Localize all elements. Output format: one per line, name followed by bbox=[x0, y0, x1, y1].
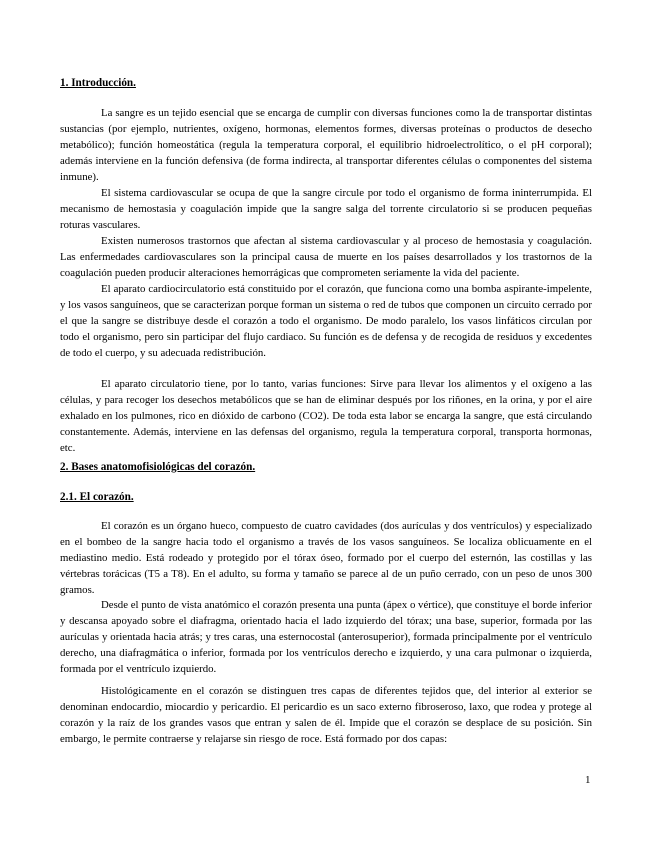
paragraph-funciones-circulatorio: El aparato circulatorio tiene, por lo tanto, varias funciones: Sirve para llevar los alimentos y el oxígeno a las células, y para recoger los desechos metabólicos que se han de eliminar después por los riñones, en la orina, y por el aire exhalado en los pulmones, rico en dióxido de carbono (CO2). De toda esta labor se encarga la sangre, que está circulando constantemente. Además, interviene en las defensas del organismo, regula la temperatura corporal, transporta hormonas, etc. bbox=[60, 378, 592, 454]
paragraph-aparato-cardiocirculatorio: El aparato cardiocirculatorio está constituido por el corazón, que funciona como una bomba aspirante-impelente, y los vasos sanguíneos, que se caracterizan porque forman un sistema o red de tubos que componen un circuito cerrado por el que la sangre se distribuye desde el corazón a todo el organismo. De modo paralelo, los vasos linfáticos circulan por todo el organismo, pero sin participar del flujo cardiaco. Su función es de defensa y de recogida de residuos y excedentes de todo el cuerpo, y su adecuada redistribución. bbox=[60, 283, 592, 359]
paragraph-corazon-organo: El corazón es un órgano hueco, compuesto de cuatro cavidades (dos aurículas y dos ventrículos) y especializado en el bombeo de la sangre hacia todo el organismo a través de los vasos sanguíneos. Se localiza oblicuamente en el mediastino medio. Está rodeado y protegido por el tórax óseo, formado por el cuerpo del esternón, las costillas y las vértebras torácicas (T5 a T8). En el adulto, su forma y tamaño se parece al de un puño cerrado, con un peso de unos 300 gramos. bbox=[60, 520, 592, 596]
page-number: 1 bbox=[585, 774, 591, 786]
section-heading-bases-anatomofisiologicas: 2. Bases anatomofisiológicas del corazón. bbox=[60, 461, 256, 473]
paragraph-punto-anatomico: Desde el punto de vista anatómico el corazón presenta una punta (ápex o vértice), que constituye el borde inferior y descansa apoyado sobre el diafragma, orientado hacia el lado izquierdo del tórax; una base, superior, formada por las aurículas y orientada hacia atrás; y tres caras, una esternocostal (anterosuperior), formada principalmente por el ventrículo derecho, una diafragmática o inferior, formada por los ventrículos derecho e izquierdo, y una cara pulmonar o izquierda, formada por el ventrículo izquierdo. bbox=[60, 599, 592, 675]
section-heading-el-corazon: 2.1. El corazón. bbox=[60, 491, 134, 503]
paragraph-histologia: Histológicamente en el corazón se distinguen tres capas de diferentes tejidos que, del interior al exterior se denominan endocardio, miocardio y pericardio. El pericardio es un saco externo fibroseroso, laxo, que rodea y protege al corazón y la raíz de los grandes vasos que entran y salen de él. Impide que el corazón se desplace de su posición. Sin embargo, le permite contraerse y relajarse sin riesgo de roce. Está formado por dos capas: bbox=[60, 685, 592, 745]
paragraph-sangre: La sangre es un tejido esencial que se encarga de cumplir con diversas funciones como la de transportar distintas sustancias (por ejemplo, nutrientes, oxígeno, hormonas, elementos formes, diversas proteínas o productos de desecho metabólico); función homeostática (regula la temperatura corporal, el equilibrio hidroelectrolítico, o el pH corporal); además interviene en la función defensiva (de forma indirecta, al transportar diferentes células o componentes del sistema inmune). bbox=[60, 107, 592, 183]
paragraph-sistema-cardiovascular: El sistema cardiovascular se ocupa de que la sangre circule por todo el organismo de forma ininterrumpida. El mecanismo de hemostasia y coagulación impide que la sangre salga del torrente circulatorio si se producen pequeñas roturas vasculares. bbox=[60, 187, 592, 231]
section-heading-introduccion: 1. Introducción. bbox=[60, 77, 136, 89]
paragraph-trastornos: Existen numerosos trastornos que afectan al sistema cardiovascular y al proceso de hemostasia y coagulación. Las enfermedades cardiovasculares son la principal causa de muerte en los países desarrollados y los trastornos de la coagulación pueden producir alteraciones hemorrágicas que comprometen seriamente la vida del paciente. bbox=[60, 235, 592, 279]
